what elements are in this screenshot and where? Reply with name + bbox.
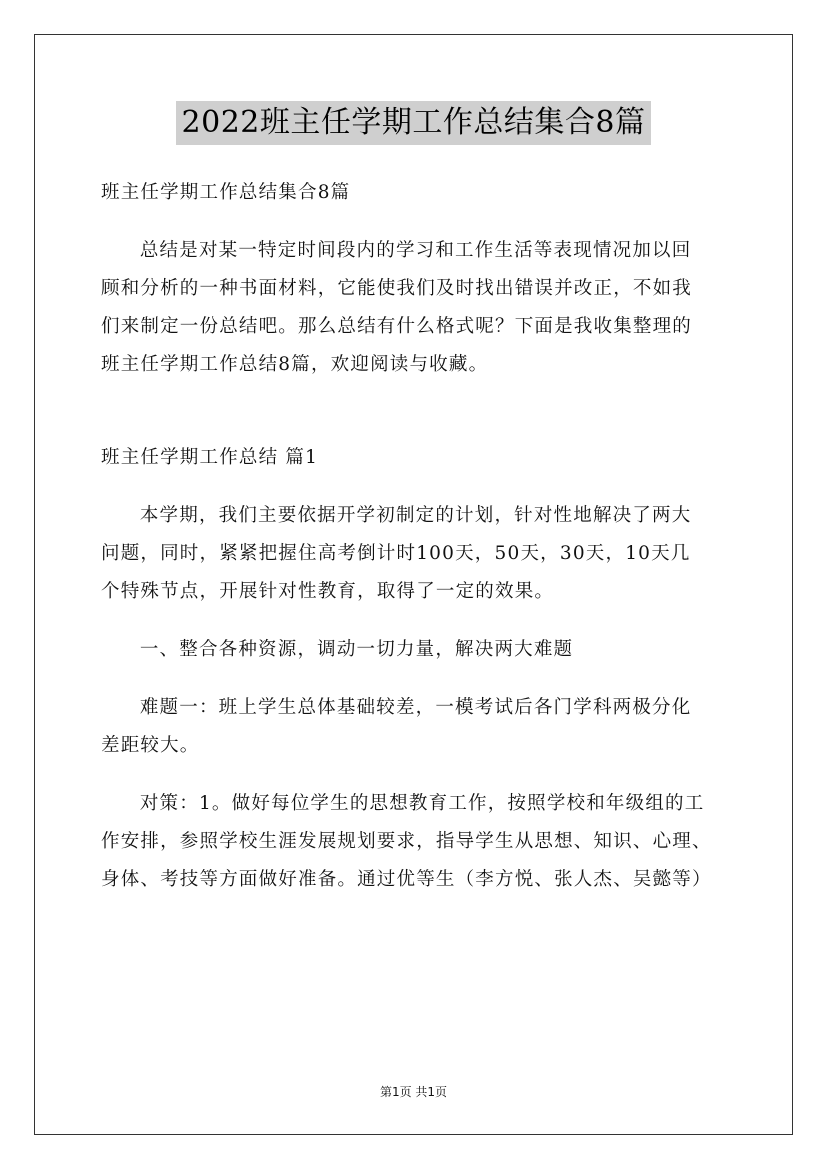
title-container xyxy=(0,101,827,145)
paragraph-gap xyxy=(101,404,741,439)
text-line: 身体、考技等方面做好准备。通过优等生（李方悦、张人杰、吴懿等） xyxy=(101,869,712,890)
text-line: 难题一：班上学生总体基础较差，一模考试后各门学科两极分化 xyxy=(139,697,692,718)
intro-paragraph xyxy=(101,232,741,384)
subtitle-paragraph xyxy=(101,174,741,212)
paragraph-1 xyxy=(101,497,741,611)
subtitle-line: 班主任学期工作总结集合8篇 xyxy=(101,182,351,203)
text-line: 差距较大。 xyxy=(101,735,200,756)
paragraph-4 xyxy=(101,785,741,899)
text-line: 一、整合各种资源，调动一切力量，解决两大难题 xyxy=(139,639,574,660)
paragraph-2 xyxy=(101,631,741,669)
section-heading: 班主任学期工作总结 篇1 xyxy=(101,447,319,468)
text-line: 问题，同时，紧紧把握住高考倒计时100天，50天，30天，10天几 xyxy=(101,543,691,564)
document-title: 2022班主任学期工作总结集合8篇 xyxy=(176,101,652,145)
text-line: 总结是对某一特定时间段内的学习和工作生活等表现情况加以回 xyxy=(139,240,692,261)
text-line: 们来制定一份总结吧。那么总结有什么格式呢？下面是我收集整理的 xyxy=(101,316,693,337)
paragraph-3 xyxy=(101,689,741,765)
page-footer: 第1页 共1页 xyxy=(379,1085,448,1099)
document-body xyxy=(101,174,741,919)
section-heading-paragraph xyxy=(101,439,741,477)
text-line: 本学期，我们主要依据开学初制定的计划，针对性地解决了两大 xyxy=(139,505,692,526)
text-line: 对策：1。做好每位学生的思想教育工作，按照学校和年级组的工 xyxy=(139,793,705,814)
text-line: 顾和分析的一种书面材料，它能使我们及时找出错误并改正，不如我 xyxy=(101,278,693,299)
text-line: 个特殊节点，开展针对性教育，取得了一定的效果。 xyxy=(101,581,555,602)
text-line: 作安排，参照学校生涯发展规划要求，指导学生从思想、知识、心理、 xyxy=(101,831,712,852)
text-line: 班主任学期工作总结8篇，欢迎阅读与收藏。 xyxy=(101,354,489,375)
